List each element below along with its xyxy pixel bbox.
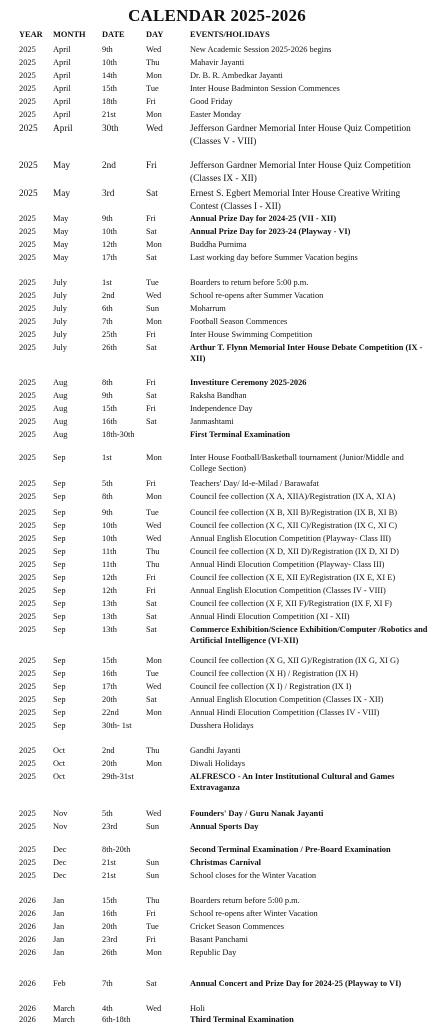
- event-cell: Annual Concert and Prize Day for 2024-25 (Playway to VI): [190, 979, 402, 988]
- event-cell: Annual English Elocution Competition (Playway- Class III): [190, 534, 391, 543]
- month-cell: Oct: [53, 772, 66, 781]
- month-cell: Aug: [53, 417, 68, 426]
- month-cell: Sep: [53, 521, 66, 530]
- year-cell: 2025: [19, 330, 36, 339]
- event-cell: Investiture Ceremony 2025-2026: [190, 378, 307, 387]
- date-cell: 13th: [102, 625, 117, 634]
- date-cell: 14th: [102, 71, 117, 80]
- event-cell: Annual English Elocution Competition (Classes IV - VIII): [190, 586, 386, 595]
- date-cell: 29th-31st: [102, 772, 134, 781]
- month-cell: Sep: [53, 534, 66, 543]
- date-cell: 4th: [102, 1004, 113, 1013]
- event-cell: Commerce Exhibition/Science Exhibition/Computer /Robotics and Artificial Intelligence (VI-XII): [190, 625, 428, 645]
- year-cell: 2025: [19, 378, 36, 387]
- event-cell: Janmashtami: [190, 417, 234, 426]
- event-cell: Moharrum: [190, 304, 226, 313]
- date-cell: 16th: [102, 909, 117, 918]
- date-cell: 22nd: [102, 708, 119, 717]
- date-cell: 13th: [102, 599, 117, 608]
- event-cell: Council fee collection (X E, XII E)/Registration (IX E, XI E): [190, 573, 396, 582]
- year-cell: 2025: [19, 58, 36, 67]
- date-cell: 12th: [102, 240, 117, 249]
- month-cell: Sep: [53, 682, 66, 691]
- day-cell: Sun: [146, 304, 160, 313]
- day-cell: Sat: [146, 695, 157, 704]
- year-cell: 2025: [19, 492, 36, 501]
- year-cell: 2025: [19, 343, 36, 352]
- month-cell: Sep: [53, 599, 66, 608]
- date-cell: 15th: [102, 84, 117, 93]
- event-cell: Dr. B. R. Ambedkar Jayanti: [190, 71, 283, 80]
- day-cell: Mon: [146, 948, 162, 957]
- event-cell: Boarders return before 5:00 p.m.: [190, 896, 300, 905]
- event-cell: Mahavir Jayanti: [190, 58, 245, 67]
- year-cell: 2025: [19, 612, 36, 621]
- month-cell: May: [53, 240, 69, 249]
- event-cell: School re-opens after Winter Vacation: [190, 909, 318, 918]
- date-cell: 10th: [102, 521, 117, 530]
- day-cell: Sat: [146, 343, 157, 352]
- event-cell: Annual Hindi Elocution Competition (Classes IV - VIII): [190, 708, 380, 717]
- event-cell: Annual Hindi Elocution Competition (Playway- Class III): [190, 560, 385, 569]
- month-cell: May: [53, 161, 71, 171]
- event-cell: Council fee collection (X I) / Registration (IX I): [190, 682, 352, 691]
- day-cell: Tue: [146, 84, 159, 93]
- month-cell: April: [53, 97, 71, 106]
- event-cell: First Terminal Examination: [190, 430, 291, 439]
- event-cell: Second Terminal Examination / Pre-Board Examination: [190, 845, 391, 854]
- event-cell: Annual English Elocution Competition (Classes IX - XII): [190, 695, 384, 704]
- header-events: EVENTS/HOLIDAYS: [190, 30, 270, 39]
- year-cell: 2025: [19, 599, 36, 608]
- day-cell: Fri: [146, 479, 156, 488]
- month-cell: April: [53, 45, 71, 54]
- date-cell: 1st: [102, 453, 112, 462]
- event-cell: Annual Prize Day for 2023-24 (Playway - VI): [190, 227, 351, 236]
- year-cell: 2025: [19, 669, 36, 678]
- year-cell: 2025: [19, 721, 36, 730]
- date-cell: 3rd: [102, 189, 115, 199]
- date-cell: 20th: [102, 695, 117, 704]
- day-cell: Sun: [146, 858, 160, 867]
- day-cell: Fri: [146, 573, 156, 582]
- event-cell: Council fee collection (X A, XIIA)/Registration (IX A, XI A): [190, 492, 396, 501]
- year-cell: 2025: [19, 708, 36, 717]
- event-cell: Inter House Swimming Competition: [190, 330, 313, 339]
- day-cell: Tue: [146, 278, 159, 287]
- year-cell: 2025: [19, 45, 36, 54]
- year-cell: 2025: [19, 240, 36, 249]
- month-cell: Oct: [53, 746, 66, 755]
- date-cell: 13th: [102, 612, 117, 621]
- day-cell: Tue: [146, 669, 159, 678]
- month-cell: Sep: [53, 586, 66, 595]
- day-cell: Mon: [146, 759, 162, 768]
- date-cell: 7th: [102, 317, 113, 326]
- year-cell: 2026: [19, 896, 36, 905]
- month-cell: Dec: [53, 871, 67, 880]
- month-cell: Aug: [53, 391, 68, 400]
- date-cell: 21st: [102, 110, 116, 119]
- day-cell: Wed: [146, 124, 163, 134]
- month-cell: Dec: [53, 858, 67, 867]
- date-cell: 10th: [102, 58, 117, 67]
- event-cell: Independence Day: [190, 404, 253, 413]
- year-cell: 2025: [19, 573, 36, 582]
- date-cell: 30th: [102, 124, 119, 134]
- date-cell: 5th: [102, 809, 113, 818]
- year-cell: 2025: [19, 656, 36, 665]
- year-cell: 2026: [19, 1015, 36, 1024]
- year-cell: 2026: [19, 979, 36, 988]
- date-cell: 2nd: [102, 291, 115, 300]
- year-cell: 2025: [19, 746, 36, 755]
- event-cell: Christmas Carnival: [190, 858, 261, 867]
- month-cell: Aug: [53, 404, 68, 413]
- year-cell: 2025: [19, 253, 36, 262]
- event-cell: Council fee collection (X F, XII F)/Registration (IX F, XI F): [190, 599, 392, 608]
- date-cell: 12th: [102, 573, 117, 582]
- event-cell: Gandhi Jayanti: [190, 746, 241, 755]
- event-cell: Inter House Badminton Session Commences: [190, 84, 340, 93]
- header-month: MONTH: [53, 30, 86, 39]
- month-cell: July: [53, 291, 67, 300]
- date-cell: 11th: [102, 547, 117, 556]
- month-cell: Aug: [53, 430, 68, 439]
- day-cell: Sat: [146, 227, 157, 236]
- month-cell: July: [53, 330, 67, 339]
- day-cell: Wed: [146, 809, 162, 818]
- date-cell: 8th: [102, 378, 113, 387]
- date-cell: 23rd: [102, 935, 118, 944]
- year-cell: 2025: [19, 189, 38, 199]
- year-cell: 2025: [19, 84, 36, 93]
- event-cell: Buddha Purnima: [190, 240, 247, 249]
- day-cell: Fri: [146, 214, 156, 223]
- date-cell: 1st: [102, 278, 112, 287]
- month-cell: May: [53, 214, 69, 223]
- month-cell: Nov: [53, 809, 68, 818]
- date-cell: 17th: [102, 682, 117, 691]
- month-cell: May: [53, 253, 69, 262]
- date-cell: 18th: [102, 97, 117, 106]
- month-cell: April: [53, 110, 71, 119]
- month-cell: Jan: [53, 909, 65, 918]
- day-cell: Sat: [146, 612, 157, 621]
- year-cell: 2025: [19, 772, 36, 781]
- event-cell: Republic Day: [190, 948, 237, 957]
- month-cell: Sep: [53, 453, 66, 462]
- month-cell: July: [53, 343, 67, 352]
- day-cell: Sat: [146, 979, 157, 988]
- month-cell: Jan: [53, 896, 65, 905]
- month-cell: Sep: [53, 573, 66, 582]
- month-cell: April: [53, 124, 73, 134]
- day-cell: Wed: [146, 534, 162, 543]
- event-cell: Arthur T. Flynn Memorial Inter House Debate Competition (IX - XII): [190, 343, 423, 363]
- year-cell: 2026: [19, 922, 36, 931]
- day-cell: Mon: [146, 492, 162, 501]
- event-cell: Dusshera Holidays: [190, 721, 254, 730]
- month-cell: May: [53, 189, 71, 199]
- month-cell: Sep: [53, 547, 66, 556]
- date-cell: 15th: [102, 656, 117, 665]
- date-cell: 9th: [102, 45, 113, 54]
- day-cell: Tue: [146, 922, 159, 931]
- day-cell: Thu: [146, 896, 160, 905]
- month-cell: Sep: [53, 625, 66, 634]
- year-cell: 2025: [19, 560, 36, 569]
- table-header: [0, 30, 434, 42]
- event-cell: School closes for the Winter Vacation: [190, 871, 317, 880]
- header-year: YEAR: [19, 30, 43, 39]
- month-cell: July: [53, 304, 67, 313]
- month-cell: April: [53, 84, 71, 93]
- event-cell: Annual Sports Day: [190, 822, 259, 831]
- header-day: DAY: [146, 30, 164, 39]
- month-cell: May: [53, 227, 69, 236]
- event-cell: Jefferson Gardner Memorial Inter House Quiz Competition (Classes V - VIII): [190, 124, 411, 147]
- year-cell: 2025: [19, 124, 38, 134]
- date-cell: 10th: [102, 227, 117, 236]
- event-cell: Ernest S. Egbert Memorial Inter House Creative Writing Contest (Classes I - XII): [190, 189, 401, 212]
- year-cell: 2025: [19, 625, 36, 634]
- event-cell: Diwali Holidays: [190, 759, 246, 768]
- date-cell: 6th-18th: [102, 1015, 131, 1024]
- year-cell: 2026: [19, 935, 36, 944]
- month-cell: July: [53, 317, 67, 326]
- date-cell: 6th: [102, 304, 113, 313]
- day-cell: Mon: [146, 71, 162, 80]
- day-cell: Mon: [146, 317, 162, 326]
- year-cell: 2025: [19, 822, 36, 831]
- date-cell: 2nd: [102, 161, 116, 171]
- date-cell: 7th: [102, 979, 113, 988]
- event-cell: Cricket Season Commences: [190, 922, 284, 931]
- date-cell: 30th- 1st: [102, 721, 132, 730]
- date-cell: 12th: [102, 586, 117, 595]
- event-cell: Easter Monday: [190, 110, 241, 119]
- date-cell: 18th-30th: [102, 430, 135, 439]
- event-cell: Inter House Football/Basketball tournament (Junior/Middle and College Section): [190, 453, 404, 473]
- year-cell: 2025: [19, 71, 36, 80]
- month-cell: Sep: [53, 479, 66, 488]
- date-cell: 5th: [102, 479, 113, 488]
- year-cell: 2025: [19, 682, 36, 691]
- year-cell: 2025: [19, 161, 38, 171]
- event-cell: Jefferson Gardner Memorial Inter House Quiz Competition (Classes IX - XII): [190, 161, 411, 184]
- date-cell: 20th: [102, 922, 117, 931]
- date-cell: 8th: [102, 492, 113, 501]
- date-cell: 26th: [102, 343, 117, 352]
- day-cell: Sat: [146, 391, 157, 400]
- date-cell: 9th: [102, 391, 113, 400]
- event-cell: Council fee collection (X B, XII B)/Registration (IX B, XI B): [190, 508, 398, 517]
- day-cell: Wed: [146, 521, 162, 530]
- month-cell: Dec: [53, 845, 67, 854]
- day-cell: Wed: [146, 1004, 162, 1013]
- month-cell: Sep: [53, 508, 66, 517]
- year-cell: 2025: [19, 304, 36, 313]
- month-cell: Sep: [53, 612, 66, 621]
- event-cell: Council fee collection (X C, XII C)/Registration (IX C, XI C): [190, 521, 398, 530]
- year-cell: 2025: [19, 110, 36, 119]
- year-cell: 2025: [19, 809, 36, 818]
- event-cell: Good Friday: [190, 97, 233, 106]
- event-cell: Football Season Commences: [190, 317, 288, 326]
- date-cell: 25th: [102, 330, 117, 339]
- date-cell: 9th: [102, 214, 113, 223]
- month-cell: March: [53, 1004, 75, 1013]
- year-cell: 2025: [19, 845, 36, 854]
- day-cell: Tue: [146, 508, 159, 517]
- year-cell: 2025: [19, 547, 36, 556]
- event-cell: Raksha Bandhan: [190, 391, 247, 400]
- event-cell: Teachers' Day/ Id-e-Milad / Barawafat: [190, 479, 319, 488]
- year-cell: 2025: [19, 97, 36, 106]
- year-cell: 2025: [19, 521, 36, 530]
- date-cell: 10th: [102, 534, 117, 543]
- day-cell: Mon: [146, 240, 162, 249]
- day-cell: Mon: [146, 110, 162, 119]
- event-cell: Council fee collection (X H) / Registration (IX H): [190, 669, 358, 678]
- day-cell: Fri: [146, 330, 156, 339]
- year-cell: 2025: [19, 479, 36, 488]
- month-cell: Sep: [53, 669, 66, 678]
- year-cell: 2025: [19, 227, 36, 236]
- date-cell: 16th: [102, 669, 117, 678]
- month-cell: April: [53, 58, 71, 67]
- day-cell: Fri: [146, 378, 156, 387]
- date-cell: 21st: [102, 858, 116, 867]
- month-cell: Nov: [53, 822, 68, 831]
- year-cell: 2025: [19, 291, 36, 300]
- year-cell: 2025: [19, 534, 36, 543]
- month-cell: Sep: [53, 708, 66, 717]
- event-cell: Annual Prize Day for 2024-25 (VII - XII): [190, 214, 337, 223]
- day-cell: Mon: [146, 656, 162, 665]
- month-cell: Jan: [53, 935, 65, 944]
- year-cell: 2025: [19, 453, 36, 462]
- day-cell: Fri: [146, 161, 157, 171]
- day-cell: Fri: [146, 586, 156, 595]
- date-cell: 16th: [102, 417, 117, 426]
- month-cell: July: [53, 278, 67, 287]
- day-cell: Fri: [146, 909, 156, 918]
- year-cell: 2025: [19, 317, 36, 326]
- date-cell: 2nd: [102, 746, 115, 755]
- month-cell: March: [53, 1015, 75, 1024]
- date-cell: 8th-20th: [102, 845, 131, 854]
- year-cell: 2025: [19, 759, 36, 768]
- year-cell: 2026: [19, 1004, 36, 1013]
- day-cell: Wed: [146, 291, 162, 300]
- year-cell: 2025: [19, 391, 36, 400]
- year-cell: 2025: [19, 695, 36, 704]
- day-cell: Wed: [146, 45, 162, 54]
- month-cell: Sep: [53, 695, 66, 704]
- day-cell: Fri: [146, 935, 156, 944]
- month-cell: Jan: [53, 948, 65, 957]
- month-cell: Sep: [53, 656, 66, 665]
- event-cell: Founders' Day / Guru Nanak Jayanti: [190, 809, 324, 818]
- event-cell: New Academic Session 2025-2026 begins: [190, 45, 332, 54]
- year-cell: 2025: [19, 508, 36, 517]
- day-cell: Mon: [146, 453, 162, 462]
- year-cell: 2025: [19, 278, 36, 287]
- month-cell: Oct: [53, 759, 66, 768]
- event-cell: Holi: [190, 1004, 205, 1013]
- day-cell: Sun: [146, 871, 160, 880]
- day-cell: Fri: [146, 404, 156, 413]
- month-cell: Jan: [53, 922, 65, 931]
- day-cell: Mon: [146, 708, 162, 717]
- day-cell: Sat: [146, 253, 157, 262]
- year-cell: 2026: [19, 948, 36, 957]
- day-cell: Thu: [146, 560, 160, 569]
- year-cell: 2025: [19, 858, 36, 867]
- date-cell: 17th: [102, 253, 117, 262]
- month-cell: Feb: [53, 979, 66, 988]
- month-cell: Sep: [53, 560, 66, 569]
- date-cell: 9th: [102, 508, 113, 517]
- date-cell: 11th: [102, 560, 117, 569]
- day-cell: Fri: [146, 97, 156, 106]
- day-cell: Thu: [146, 547, 160, 556]
- date-cell: 21st: [102, 871, 116, 880]
- year-cell: 2025: [19, 871, 36, 880]
- date-cell: 20th: [102, 759, 117, 768]
- header-date: DATE: [102, 30, 125, 39]
- day-cell: Wed: [146, 682, 162, 691]
- event-cell: Annual Hindi Elocution Competition (XI - XII): [190, 612, 350, 621]
- day-cell: Sat: [146, 417, 157, 426]
- event-cell: Council fee collection (X G, XII G)/Registration (IX G, XI G): [190, 656, 399, 665]
- page-title: CALENDAR 2025-2026: [128, 6, 306, 25]
- day-cell: Sun: [146, 822, 160, 831]
- event-cell: Council fee collection (X D, XII D)/Registration (IX D, XI D): [190, 547, 399, 556]
- year-cell: 2025: [19, 214, 36, 223]
- year-cell: 2026: [19, 909, 36, 918]
- month-cell: April: [53, 71, 71, 80]
- year-cell: 2025: [19, 586, 36, 595]
- event-cell: Last working day before Summer Vacation begins: [190, 253, 358, 262]
- event-cell: Third Terminal Examination: [190, 1015, 294, 1024]
- date-cell: 26th: [102, 948, 117, 957]
- date-cell: 15th: [102, 404, 117, 413]
- event-cell: ALFRESCO - An Inter Institutional Cultural and Games Extravaganza: [190, 772, 395, 792]
- date-cell: 23rd: [102, 822, 118, 831]
- event-cell: Boarders to return before 5:00 p.m.: [190, 278, 309, 287]
- day-cell: Sat: [146, 625, 157, 634]
- month-cell: Sep: [53, 721, 66, 730]
- event-cell: Basant Panchami: [190, 935, 248, 944]
- date-cell: 15th: [102, 896, 117, 905]
- year-cell: 2025: [19, 417, 36, 426]
- year-cell: 2025: [19, 430, 36, 439]
- day-cell: Thu: [146, 746, 160, 755]
- month-cell: Sep: [53, 492, 66, 501]
- month-cell: Aug: [53, 378, 68, 387]
- year-cell: 2025: [19, 404, 36, 413]
- event-cell: School re-opens after Summer Vacation: [190, 291, 324, 300]
- day-cell: Sat: [146, 599, 157, 608]
- day-cell: Sat: [146, 189, 158, 199]
- day-cell: Thu: [146, 58, 160, 67]
